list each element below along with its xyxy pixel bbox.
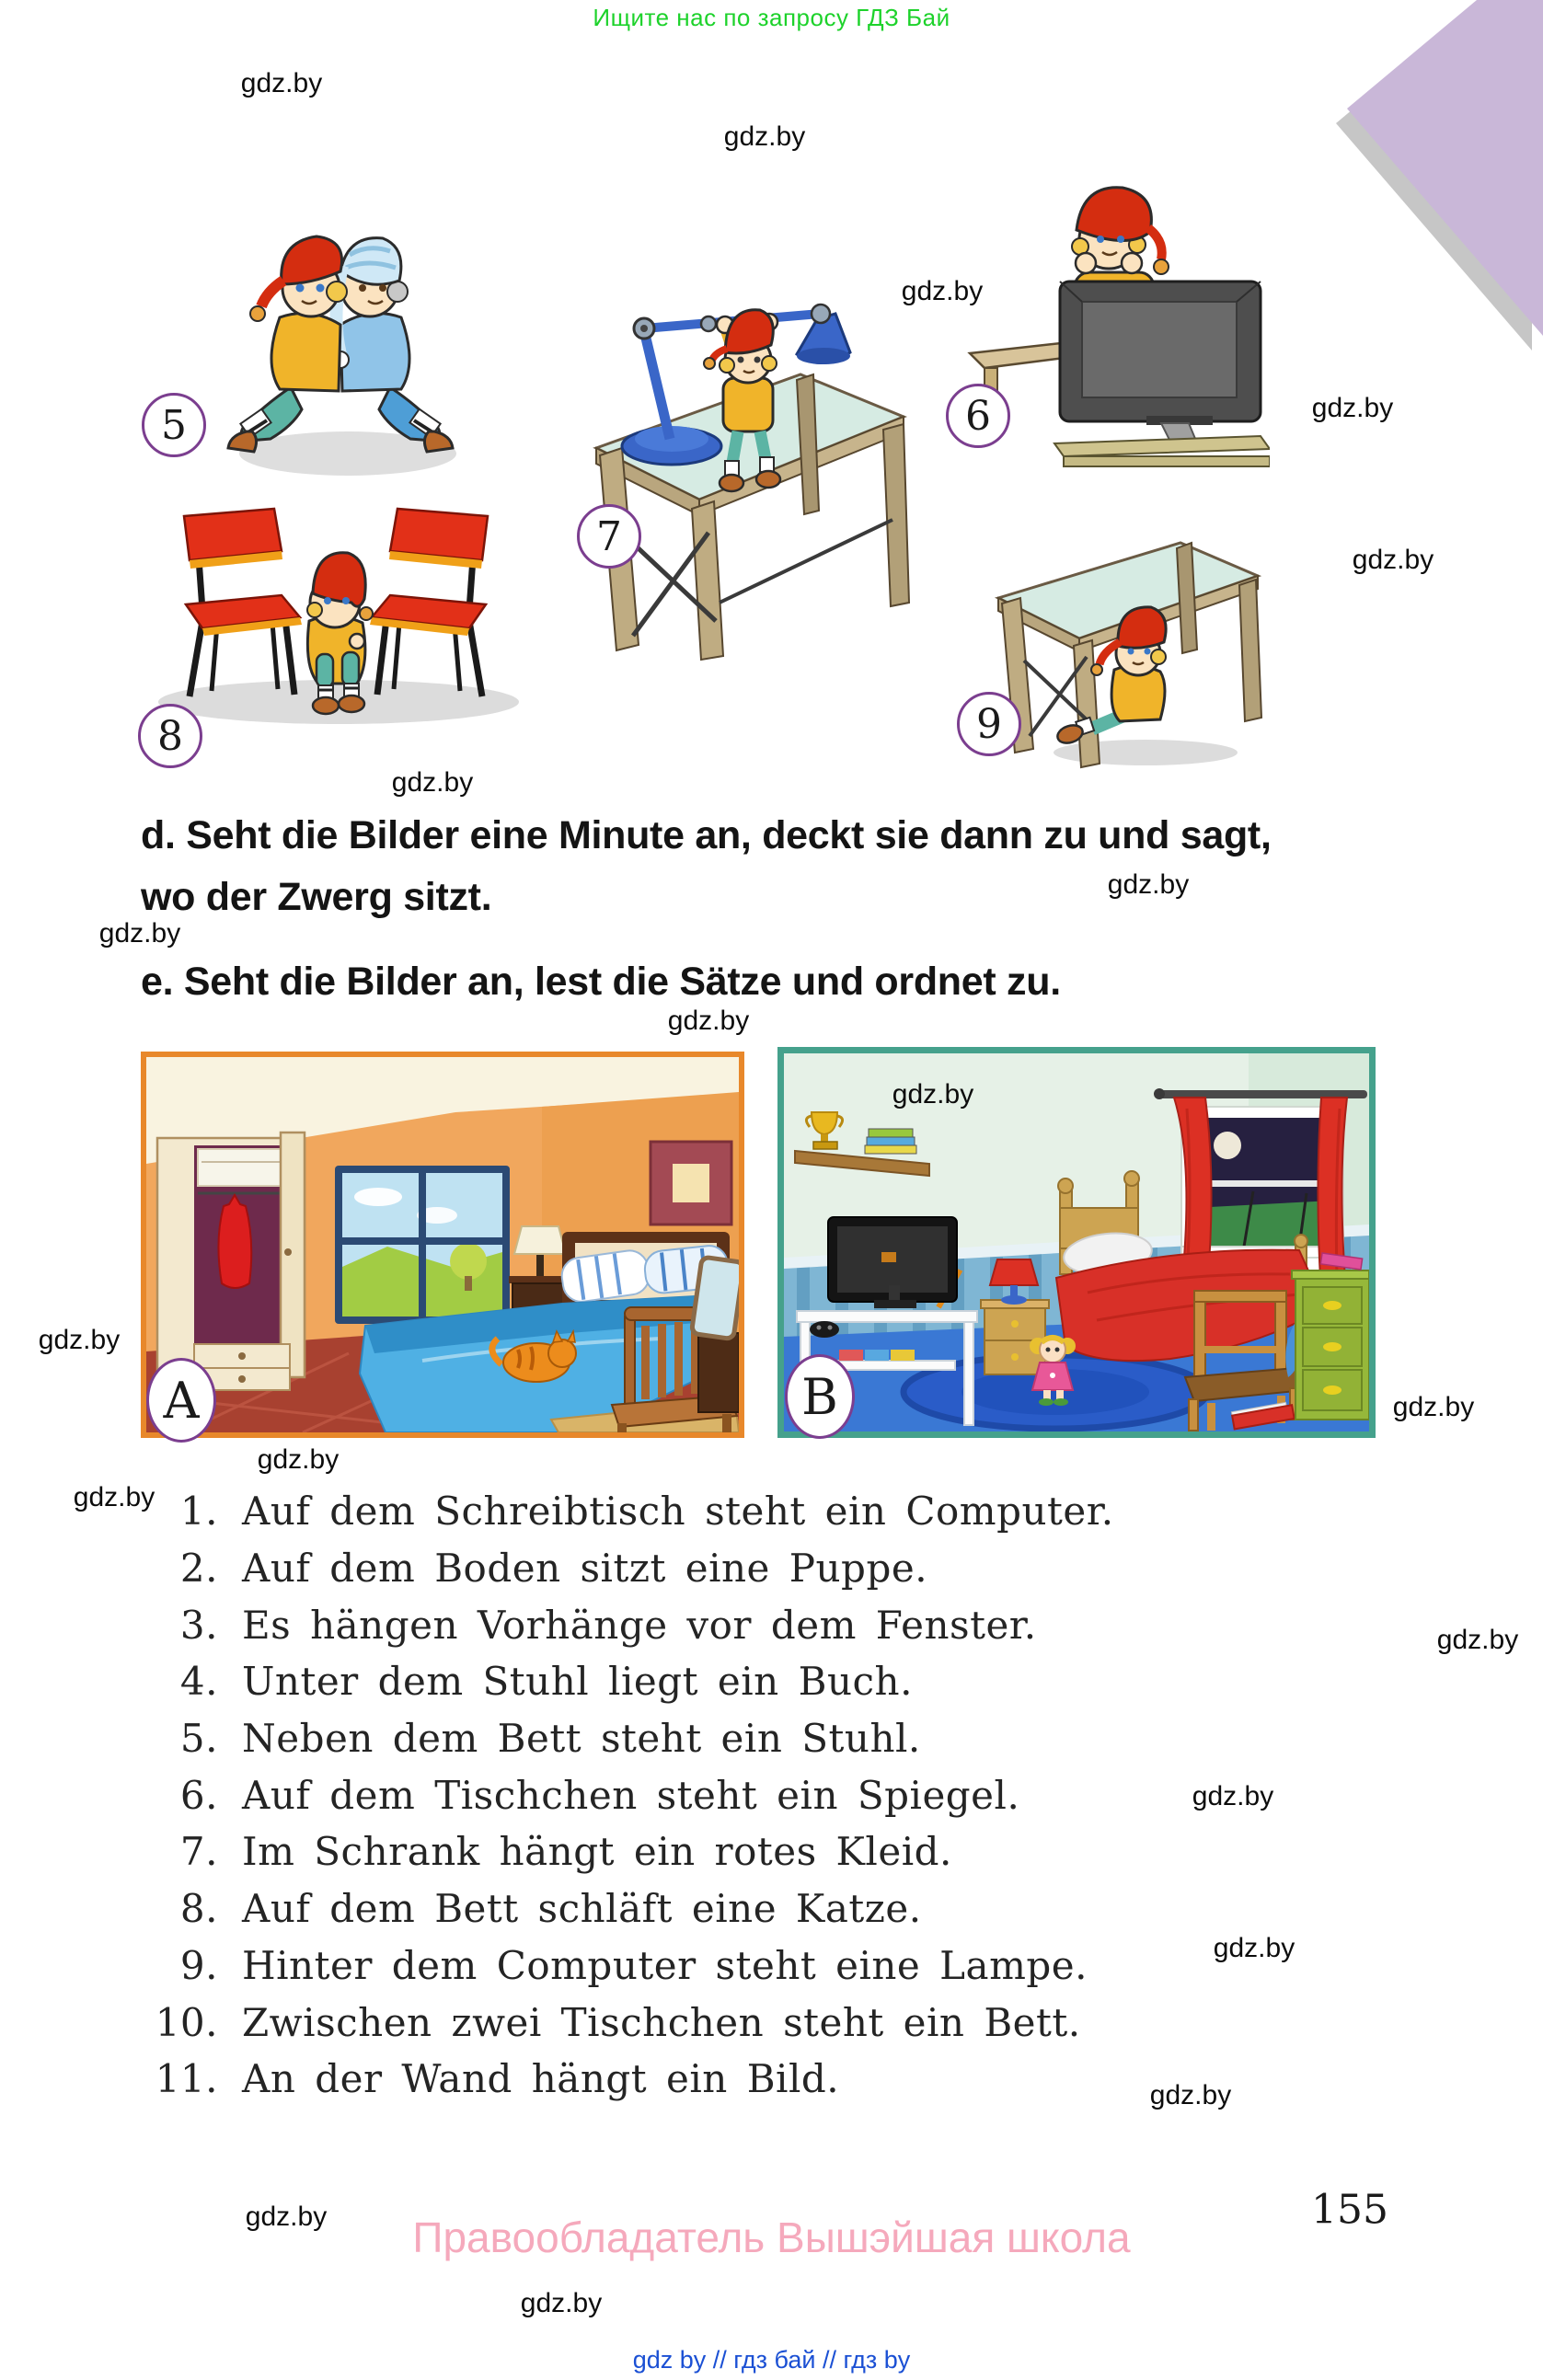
figure-7-number: 7 bbox=[596, 512, 622, 560]
sentence-number: 7. bbox=[179, 1829, 218, 1875]
sentence-row bbox=[89, 1540, 1396, 1597]
watermark: gdz.by bbox=[98, 918, 181, 949]
task-d-line2: wo der Zwerg sitzt. bbox=[141, 875, 492, 919]
figure-8-gnome-between-chairs-illustration bbox=[138, 501, 534, 736]
figure-9-gnome-under-table-illustration bbox=[989, 477, 1265, 776]
figure-6-number-badge bbox=[946, 384, 1010, 448]
picture-a-label-badge bbox=[146, 1358, 216, 1443]
sentence-text: Unter dem Stuhl liegt ein Buch. bbox=[242, 1659, 913, 1705]
sentence-row bbox=[89, 1994, 1396, 2051]
watermark: gdz.by bbox=[667, 1006, 750, 1036]
watermark: gdz.by bbox=[1213, 1933, 1295, 1963]
figure-9-number: 9 bbox=[976, 700, 1002, 748]
watermark: gdz.by bbox=[245, 2202, 328, 2232]
watermark: gdz.by bbox=[73, 1482, 155, 1512]
sentence-number: 4. bbox=[179, 1659, 218, 1705]
task-e-text: e. Seht die Bilder an, lest die Sätze und ordnet zu. bbox=[141, 960, 1061, 1004]
sentence-row bbox=[89, 1653, 1396, 1710]
watermark: gdz.by bbox=[520, 2288, 603, 2318]
sentence-number: 3. bbox=[179, 1602, 218, 1648]
sentence-number: 1. bbox=[179, 1489, 218, 1535]
sentence-number: 5. bbox=[179, 1716, 218, 1762]
watermark: gdz.by bbox=[38, 1325, 121, 1355]
sentence-number: 8. bbox=[179, 1886, 218, 1932]
corner-decoration bbox=[1330, 0, 1543, 351]
watermark: gdz.by bbox=[1436, 1625, 1519, 1655]
figure-7-number-badge bbox=[577, 504, 641, 569]
room-b-scene bbox=[784, 1053, 1369, 1431]
sentence-row bbox=[89, 1937, 1396, 1995]
sentence-number: 2. bbox=[179, 1546, 218, 1592]
watermark: gdz.by bbox=[1107, 869, 1190, 900]
figure-6-number: 6 bbox=[965, 392, 991, 440]
task-d-line1: d. Seht die Bilder eine Minute an, deckt sie dann zu und sagt, bbox=[141, 813, 1272, 857]
watermark: gdz.by bbox=[901, 276, 984, 306]
sentence-text: Es hängen Vorhänge vor dem Fenster. bbox=[242, 1602, 1037, 1648]
picture-a-room-image bbox=[141, 1052, 744, 1438]
task-d-text bbox=[141, 805, 1272, 928]
sentence-row bbox=[89, 1710, 1396, 1767]
sentence-text: Im Schrank hängt ein rotes Kleid. bbox=[242, 1829, 952, 1875]
sentence-text: An der Wand hängt ein Bild. bbox=[242, 2056, 840, 2102]
sentence-text: Auf dem Schreibtisch steht ein Computer. bbox=[242, 1489, 1114, 1535]
picture-a-label: A bbox=[163, 1371, 200, 1430]
picture-b-room-image bbox=[777, 1047, 1376, 1438]
sentence-row bbox=[89, 1823, 1396, 1880]
watermark: gdz.by bbox=[723, 121, 806, 152]
figure-5-number: 5 bbox=[161, 401, 187, 449]
figure-5-two-gnomes-illustration bbox=[202, 207, 478, 488]
figure-8-number-badge bbox=[138, 704, 202, 768]
sentence-number: 9. bbox=[179, 1942, 218, 1988]
sentence-row bbox=[89, 1483, 1396, 1540]
watermark: gdz.by bbox=[892, 1079, 974, 1110]
sentence-number: 10. bbox=[155, 1999, 218, 2045]
watermark: gdz.by bbox=[1311, 393, 1394, 423]
watermark: gdz.by bbox=[1392, 1392, 1475, 1422]
copyright-text: Правообладатель Вышэйшая школа bbox=[412, 2213, 1131, 2261]
watermark: gdz.by bbox=[257, 1444, 340, 1475]
sentence-row bbox=[89, 1880, 1396, 1937]
top-promo-text: Ищите нас по запросу ГДЗ Бай bbox=[593, 4, 950, 31]
figure-9-number-badge bbox=[957, 692, 1021, 756]
sentence-text: Hinter dem Computer steht eine Lampe. bbox=[242, 1942, 1088, 1988]
figure-7-gnome-on-lamp-illustration bbox=[580, 235, 915, 662]
room-a-scene bbox=[146, 1057, 739, 1432]
figure-5-number-badge bbox=[142, 393, 206, 457]
sentence-row bbox=[89, 1596, 1396, 1653]
sentence-number: 6. bbox=[179, 1772, 218, 1818]
picture-b-label-badge bbox=[785, 1354, 855, 1439]
sentence-number: 11. bbox=[155, 2056, 218, 2102]
footer-links[interactable]: gdz by // гдз бай // гдз by bbox=[632, 2346, 911, 2374]
watermark: gdz.by bbox=[1149, 2080, 1232, 2110]
sentence-text: Auf dem Tischchen steht ein Spiegel. bbox=[242, 1772, 1020, 1818]
figure-8-number: 8 bbox=[157, 712, 183, 760]
watermark: gdz.by bbox=[240, 68, 323, 98]
sentence-text: Neben dem Bett steht ein Stuhl. bbox=[242, 1716, 921, 1762]
sentence-text: Auf dem Bett schläft eine Katze. bbox=[242, 1886, 922, 1932]
watermark: gdz.by bbox=[1192, 1781, 1274, 1811]
picture-b-label: B bbox=[801, 1367, 838, 1426]
watermark: gdz.by bbox=[1352, 545, 1434, 575]
watermark: gdz.by bbox=[391, 767, 474, 798]
sentence-text: Auf dem Boden sitzt eine Puppe. bbox=[242, 1546, 928, 1592]
page-number: 155 bbox=[1311, 2186, 1388, 2234]
sentence-text: Zwischen zwei Tischchen steht ein Bett. bbox=[242, 1999, 1081, 2045]
